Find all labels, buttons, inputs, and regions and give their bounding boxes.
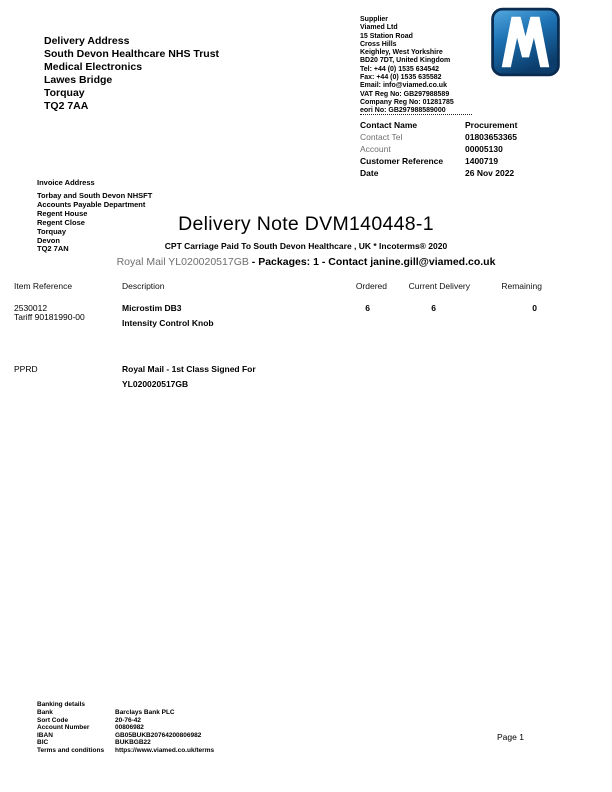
invoice-address-title: Invoice Address <box>37 178 95 187</box>
delivery-address-title: Delivery Address <box>44 35 130 47</box>
terms-row <box>37 747 214 755</box>
delivery-address-line: Lawes Bridge <box>44 74 113 86</box>
item-reference: 2530012 <box>14 303 48 313</box>
supplier-line: Company Reg No: 01281785 <box>360 98 454 106</box>
supplier-line: Tel: +44 (0) 1535 634542 <box>360 65 440 73</box>
customer-reference-value: 1400719 <box>465 156 499 166</box>
supplier-line: Keighley, West Yorkshire <box>360 49 443 57</box>
account-number-row <box>37 724 214 732</box>
col-header-current-delivery: Current Delivery <box>408 281 470 291</box>
account-row <box>360 143 585 155</box>
bic-label: BIC <box>37 739 49 747</box>
shipping-description-line1: Royal Mail - 1st Class Signed For <box>122 364 256 374</box>
contact-tel-row <box>360 131 585 143</box>
iban-value: GB05BUKB20764200806982 <box>115 731 202 739</box>
terms-url: https://www.viamed.co.uk/terms <box>115 746 215 754</box>
supplier-line: Viamed Ltd <box>360 24 398 32</box>
sort-code-row <box>37 717 214 725</box>
delivery-address-line: South Devon Healthcare NHS Trust <box>44 48 220 60</box>
supplier-line: Fax: +44 (0) 1535 635582 <box>360 74 442 82</box>
contact-tel-value: 01803653365 <box>465 132 518 142</box>
date-label: Date <box>360 168 379 178</box>
invoice-address-line: Regent House <box>37 208 88 218</box>
bank-label: Bank <box>37 709 53 716</box>
delivery-address-line: Torquay <box>44 87 85 99</box>
col-header-description: Description <box>122 281 165 291</box>
item-description-line1: Microstim DB3 <box>122 303 182 313</box>
supplier-title: Supplier <box>360 16 389 23</box>
delivery-address-block <box>44 35 219 113</box>
account-number-value: 00806982 <box>115 724 144 732</box>
item-remaining-qty: 0 <box>532 303 537 313</box>
item-current-delivery-qty: 6 <box>431 303 436 313</box>
invoice-address-line: TQ2 7AN <box>37 244 69 254</box>
invoice-address-line: Regent Close <box>37 217 85 227</box>
invoice-address-line: Accounts Payable Department <box>37 199 146 209</box>
col-header-remaining: Remaining <box>501 281 542 291</box>
invoice-address-line: Torbay and South Devon NHSFT <box>37 191 153 200</box>
banking-details-block <box>37 709 214 755</box>
customer-reference-row <box>360 155 585 167</box>
supplier-line: VAT Reg No: GB297988589 <box>360 90 450 98</box>
bic-value: BUKBGB22 <box>115 739 151 747</box>
date-value: 26 Nov 2022 <box>465 168 515 178</box>
tracking-number: Royal Mail YL020020517GB <box>116 256 249 268</box>
sort-code-label: Sort Code <box>37 716 69 724</box>
supplier-line: eori No: GB297988589000 <box>360 107 446 115</box>
item-ordered-qty: 6 <box>365 303 370 313</box>
supplier-line: 15 Station Road <box>360 32 413 40</box>
page-number: Page 1 <box>497 732 524 742</box>
account-number-label: Account Number <box>37 724 90 732</box>
date-row <box>360 167 585 179</box>
contact-name-row <box>360 119 585 131</box>
invoice-address-line: Devon <box>37 235 60 245</box>
invoice-address-line: Torquay <box>37 226 67 236</box>
viamed-logo <box>490 7 561 77</box>
shipping-summary-line <box>0 256 612 268</box>
supplier-block <box>360 16 490 116</box>
col-header-item-reference: Item Reference <box>14 281 73 291</box>
delivery-address-line: TQ2 7AA <box>44 100 89 112</box>
item-tariff: Tariff 90181990-00 <box>14 312 85 322</box>
bic-row <box>37 739 214 747</box>
col-header-ordered: Ordered <box>355 281 387 291</box>
shipping-reference: PPRD <box>14 364 38 374</box>
contact-tel-label: Contact Tel <box>360 132 403 142</box>
iban-row <box>37 732 214 740</box>
document-title: Delivery Note DVM140448-1 <box>178 213 434 235</box>
account-label: Account <box>360 144 391 154</box>
banking-details-title: Banking details <box>37 701 86 708</box>
shipping-description-line2: YL020020517GB <box>122 379 189 389</box>
supplier-line: Cross Hills <box>360 40 397 48</box>
contact-name-value: Procurement <box>465 120 518 130</box>
viamed-m-icon <box>490 7 561 77</box>
incoterms-line: CPT Carriage Paid To South Devon Healthcare , UK * Incoterms® 2020 <box>164 241 448 251</box>
packages-contact-text: - Packages: 1 - Contact janine.gill@viamed.co.uk <box>248 256 496 268</box>
supplier-divider <box>360 114 472 115</box>
contact-name-label: Contact Name <box>360 120 418 130</box>
iban-label: IBAN <box>37 731 53 739</box>
bank-row <box>37 709 214 717</box>
terms-label: Terms and conditions <box>37 746 105 754</box>
account-value: 00005130 <box>465 144 503 154</box>
supplier-line: Email: info@viamed.co.uk <box>360 82 447 90</box>
bank-value: Barclays Bank PLC <box>115 709 175 716</box>
delivery-address-line: Medical Electronics <box>44 61 143 73</box>
contact-block <box>360 119 585 179</box>
sort-code-value: 20-76-42 <box>115 716 142 724</box>
item-description-line2: Intensity Control Knob <box>122 318 214 328</box>
customer-reference-label: Customer Reference <box>360 156 444 166</box>
supplier-line: BD20 7DT, United Kingdom <box>360 57 451 65</box>
